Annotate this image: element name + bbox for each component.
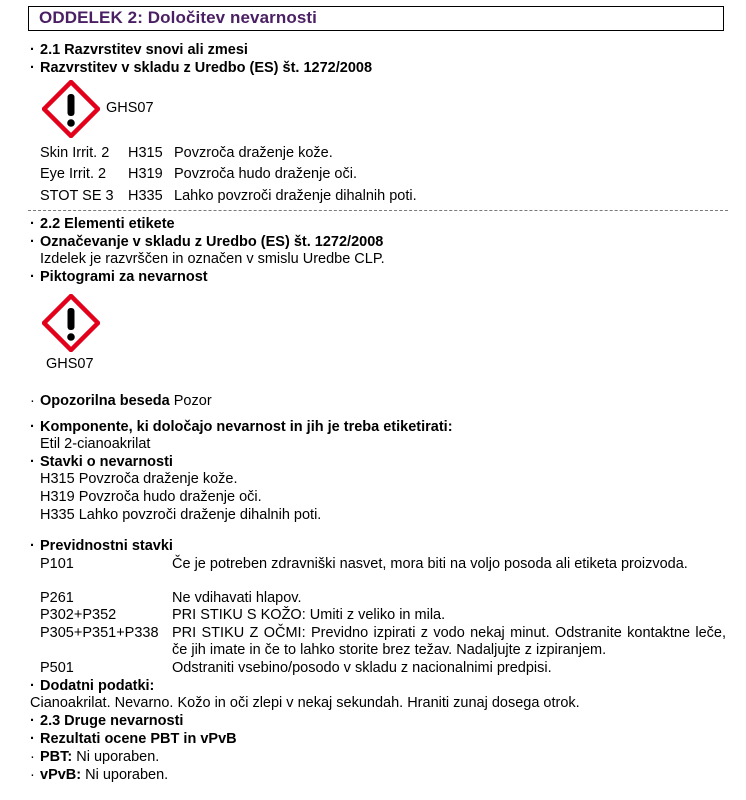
heading-pbt-results: · Rezultati ocene PBT in vPvB xyxy=(30,731,237,747)
heading-classification-regulation: · Razvrstitev v skladu z Uredbo (ES) št. 1272/2008 xyxy=(30,60,373,76)
hazard-text: Lahko povzroči draženje dihalnih poti. xyxy=(174,188,417,204)
pbt-label: PBT: xyxy=(40,749,73,765)
ghs07-exclamation-icon xyxy=(42,80,100,138)
class-name: Skin Irrit. 2 xyxy=(40,145,110,161)
precaution-text: Ne vdihavati hlapov. xyxy=(172,590,302,606)
signal-word-line: · Opozorilna beseda Pozor xyxy=(30,393,212,409)
precaution-text: PRI STIKU Z OČMI: Previdno izpirati z vodo nekaj minut. Odstranite kontaktne leče, če jih imate in če to lahko storite brez težav. Nadaljujte z izpiranjem. xyxy=(172,625,726,658)
heading-components: · Komponente, ki določajo nevarnost in jih je treba etiketirati: xyxy=(30,419,453,435)
section-title: ODDELEK 2: Določitev nevarnosti xyxy=(39,8,317,27)
hazard-statement: H315 Povzroča draženje kože. xyxy=(40,471,238,487)
heading-2-3: · 2.3 Druge nevarnosti xyxy=(30,713,184,729)
signal-word-label: Opozorilna beseda xyxy=(40,393,170,409)
ghs07-exclamation-icon xyxy=(42,294,100,352)
precaution-code: P261 xyxy=(40,590,74,606)
hazard-code: H319 xyxy=(128,166,163,182)
precaution-text: Odstraniti vsebino/posodo v skladu z nacionalnimi predpisi. xyxy=(172,660,552,676)
heading-labelling-regulation: · Označevanje v skladu z Uredbo (ES) št. 1272/2008 xyxy=(30,234,384,250)
signal-word: Pozor xyxy=(173,393,212,409)
heading-pictograms: · Piktogrami za nevarnost xyxy=(30,269,208,285)
heading-2-2: · 2.2 Elementi etikete xyxy=(30,216,175,232)
hazard-code: H335 xyxy=(128,188,163,204)
section-divider xyxy=(28,210,728,211)
precaution-text: Če je potreben zdravniški nasvet, mora biti na voljo posoda ali etiketa proizvoda. xyxy=(172,556,688,572)
heading-hazard-statements: · Stavki o nevarnosti xyxy=(30,454,173,470)
vpvb-line: · vPvB: Ni uporaben. xyxy=(30,767,169,783)
hazard-statement: H319 Povzroča hudo draženje oči. xyxy=(40,489,262,505)
class-name: Eye Irrit. 2 xyxy=(40,166,107,182)
pictogram-label: GHS07 xyxy=(106,100,154,116)
heading-2-1: · 2.1 Razvrstitev snovi ali zmesi xyxy=(30,42,248,58)
precaution-text: PRI STIKU S KOŽO: Umiti z veliko in mila. xyxy=(172,607,446,623)
vpvb-label: vPvB: xyxy=(40,767,82,783)
additional-info-text: Cianoakrilat. Nevarno. Kožo in oči zlepi v nekaj sekundah. Hraniti zunaj dosega otrok. xyxy=(30,695,580,711)
precaution-code: P302+P352 xyxy=(40,607,117,623)
class-name: STOT SE 3 xyxy=(40,188,114,204)
heading-additional-info: · Dodatni podatki: xyxy=(30,678,155,694)
precaution-code: P305+P351+P338 xyxy=(40,625,159,641)
vpvb-value: Ni uporaben. xyxy=(85,767,169,783)
labelling-text: Izdelek je razvrščen in označen v smislu Uredbe CLP. xyxy=(40,251,385,267)
hazard-text: Povzroča hudo draženje oči. xyxy=(174,166,357,182)
pictogram-label: GHS07 xyxy=(46,356,94,372)
hazard-text: Povzroča draženje kože. xyxy=(174,145,333,161)
pbt-value: Ni uporaben. xyxy=(76,749,160,765)
component-name: Etil 2-cianoakrilat xyxy=(40,436,151,452)
precaution-code: P101 xyxy=(40,556,74,572)
precaution-code: P501 xyxy=(40,660,74,676)
pbt-line: · PBT: Ni uporaben. xyxy=(30,749,160,765)
heading-precautionary-statements: · Previdnostni stavki xyxy=(30,538,173,554)
hazard-statement: H335 Lahko povzroči draženje dihalnih poti. xyxy=(40,507,322,523)
hazard-code: H315 xyxy=(128,145,163,161)
section-header xyxy=(28,6,724,31)
